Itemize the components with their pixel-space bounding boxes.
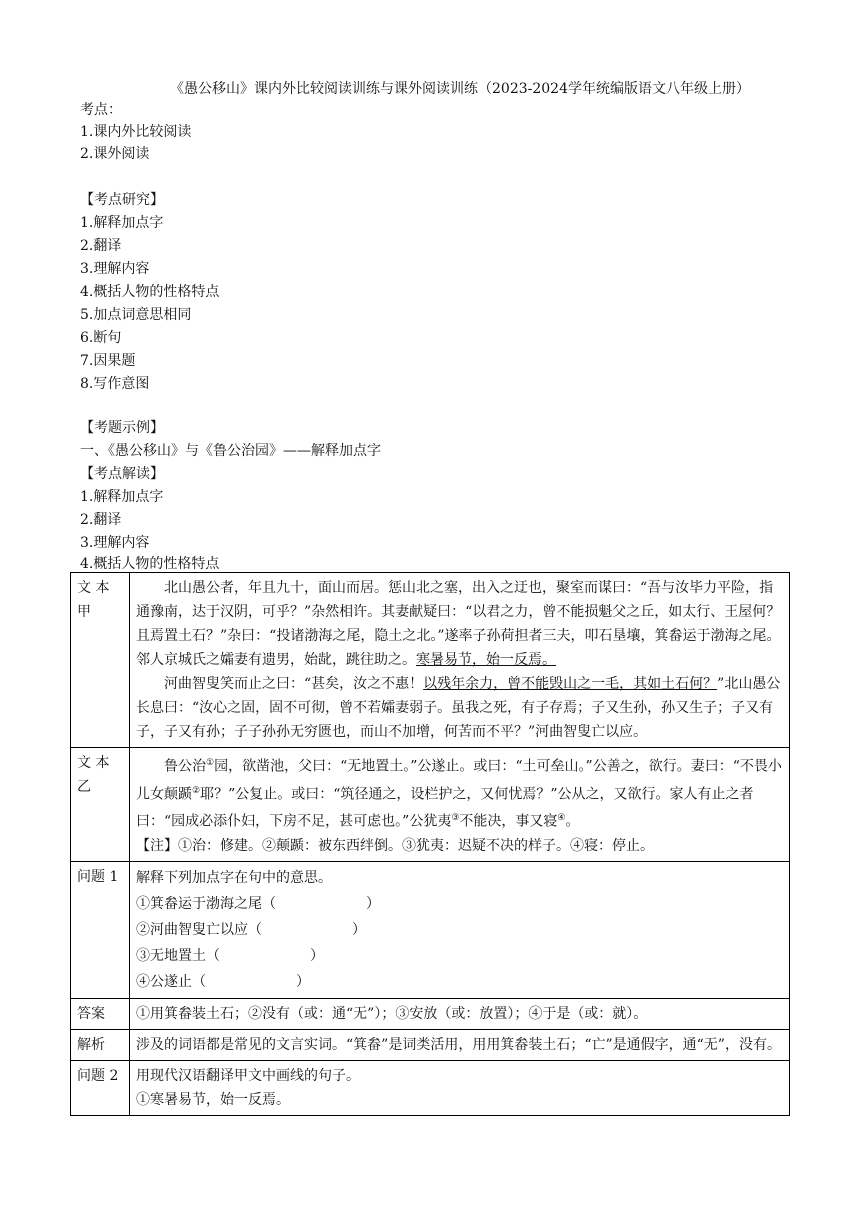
text-yi-note: 【注】①治：修建。②颠踬：被东西绊倒。③犹夷：迟疑不决的样子。④寝：停止。: [136, 837, 654, 854]
text-yi-label: 文 本乙: [71, 748, 130, 862]
blank-close: ）: [352, 921, 366, 938]
interpret-item: 4.概括人物的性格特点: [80, 556, 220, 572]
answer-text: ①用箕畚装土石；②没有（或：通“无”）；③安放（或：放置）；④于是（或：就）。: [130, 998, 790, 1029]
text-jia-p2-rest: ”北山愚公长息曰：“汝心之固，固不可彻，曾不若孀妻弱子。虽我之死，有子存焉；子又生孙，孙又生子；子又有子，子又有孙；子子孙孙无穷匮也，而山不加增，何苦而不平？”河曲智叟亡以应。: [136, 676, 781, 740]
text-yi-part: 鲁公治: [164, 758, 206, 775]
underlined-sentence-2: 以残年余力，曾不能毁山之一毛，其如土石何？: [423, 676, 718, 692]
example-title: 一、《愚公移山》与《鲁公治园》——解释加点字: [80, 443, 381, 459]
blank-close: ）: [296, 973, 310, 990]
interpret-item: 3.理解内容: [80, 535, 150, 551]
question-1-text: 解释下列加点字在句中的意思。: [136, 869, 332, 886]
research-item: 4.概括人物的性格特点: [80, 284, 220, 300]
text-yi-part: 。: [565, 813, 580, 830]
underlined-sentence-1: 寒暑易节，始一反焉。: [416, 652, 556, 668]
research-item: 6.断句: [80, 330, 122, 346]
question-2-label: 问题 2: [71, 1060, 130, 1115]
answer-label: 答案: [71, 998, 130, 1029]
text-jia: [130, 573, 790, 748]
text-yi-part: 不能决，事又寝: [459, 813, 558, 830]
kaodian-item: 1.课内外比较阅读: [80, 124, 192, 140]
example-header: 【考题示例】: [80, 420, 164, 436]
text-yi-part: 耶？”公复止。或曰：“筑径通之，设栏护之，又何忧焉？”公从之，又欲行。家人有止之者曰：“园成必添仆妇，下房不足，甚可虑也。”公犹夷: [136, 786, 754, 830]
table-row: [71, 573, 790, 748]
interpret-item: 2.翻译: [80, 512, 122, 528]
question-1-item: ②河曲智叟亡以应（: [136, 921, 262, 938]
table-row: [71, 1029, 790, 1060]
research-item: 5.加点词意思相同: [80, 307, 192, 323]
footnote-marker: ②: [192, 785, 201, 796]
question-2-text: 用现代汉语翻译甲文中画线的句子。: [136, 1067, 360, 1084]
table-row: [71, 861, 790, 998]
research-item: 3.理解内容: [80, 261, 150, 277]
table-row: [71, 748, 790, 862]
research-item: 2.翻译: [80, 238, 122, 254]
text-yi-part: 园，欲凿池，父曰：“无地置土。”公遂止。或曰：“土可垒山。”公善之，欲行。妻曰：“不畏小儿女颠踬: [136, 758, 782, 803]
kaodian-item: 2.课外阅读: [80, 146, 150, 162]
question-1-label: 问题 1: [71, 861, 130, 998]
research-item: 8.写作意图: [80, 376, 150, 392]
footnote-marker: ①: [206, 758, 215, 768]
interpret-item: 1.解释加点字: [80, 489, 164, 505]
blank-close: ）: [366, 895, 380, 912]
question-1-item: ①箕畚运于渤海之尾（: [136, 895, 276, 912]
question-1-item: ④公遂止（: [136, 973, 206, 990]
text-yi: [130, 748, 790, 862]
table-row: [71, 998, 790, 1029]
question-table: [70, 572, 790, 1116]
table-row: [71, 1060, 790, 1115]
question-2: [130, 1060, 790, 1115]
research-header: 【考点研究】: [80, 192, 164, 208]
analysis-label: 解析: [71, 1029, 130, 1060]
question-1-item: ③无地置土（: [136, 947, 220, 964]
text-jia-label: 文 本甲: [71, 573, 130, 748]
document-title: 《愚公移山》课内外比较阅读训练与课外阅读训练（2023-2024学年统编版语文八年级上册）: [170, 81, 750, 97]
blank-close: ）: [310, 947, 324, 964]
text-jia-p2: 河曲智叟笑而止之曰：“甚矣，汝之不惠！: [164, 676, 424, 692]
footnote-marker: ④: [557, 813, 566, 824]
analysis-text: 涉及的词语都是常见的文言实词。“箕畚”是词类活用，用用箕畚装土石；“亡”是通假字，通“无”，没有。: [130, 1029, 790, 1060]
footnote-marker: ③: [451, 813, 460, 824]
kaodian-label: 考点：: [80, 102, 122, 118]
research-item: 7.因果题: [80, 353, 136, 369]
text-jia-p1: 北山愚公者，年且九十，面山而居。惩山北之塞，出入之迂也，聚室而谋曰：“吾与汝毕力平险，指通豫南，达于汉阴，可乎？”杂然相许。其妻献疑曰：“以君之力，曾不能损魁父之丘，如太行、王屋何？且焉置土石？”杂曰：“投诸渤海之尾，隐土之北。”遂率子孙荷担者三夫，叩石垦壤，箕畚运于渤海之尾。邻人京城氏之孀妻有遗男，始龀，跳往助之。: [136, 580, 781, 668]
question-2-item: ①寒暑易节，始一反焉。: [136, 1091, 290, 1108]
research-item: 1.解释加点字: [80, 215, 164, 231]
interpret-header: 【考点解读】: [80, 466, 164, 482]
question-1: [130, 861, 790, 998]
